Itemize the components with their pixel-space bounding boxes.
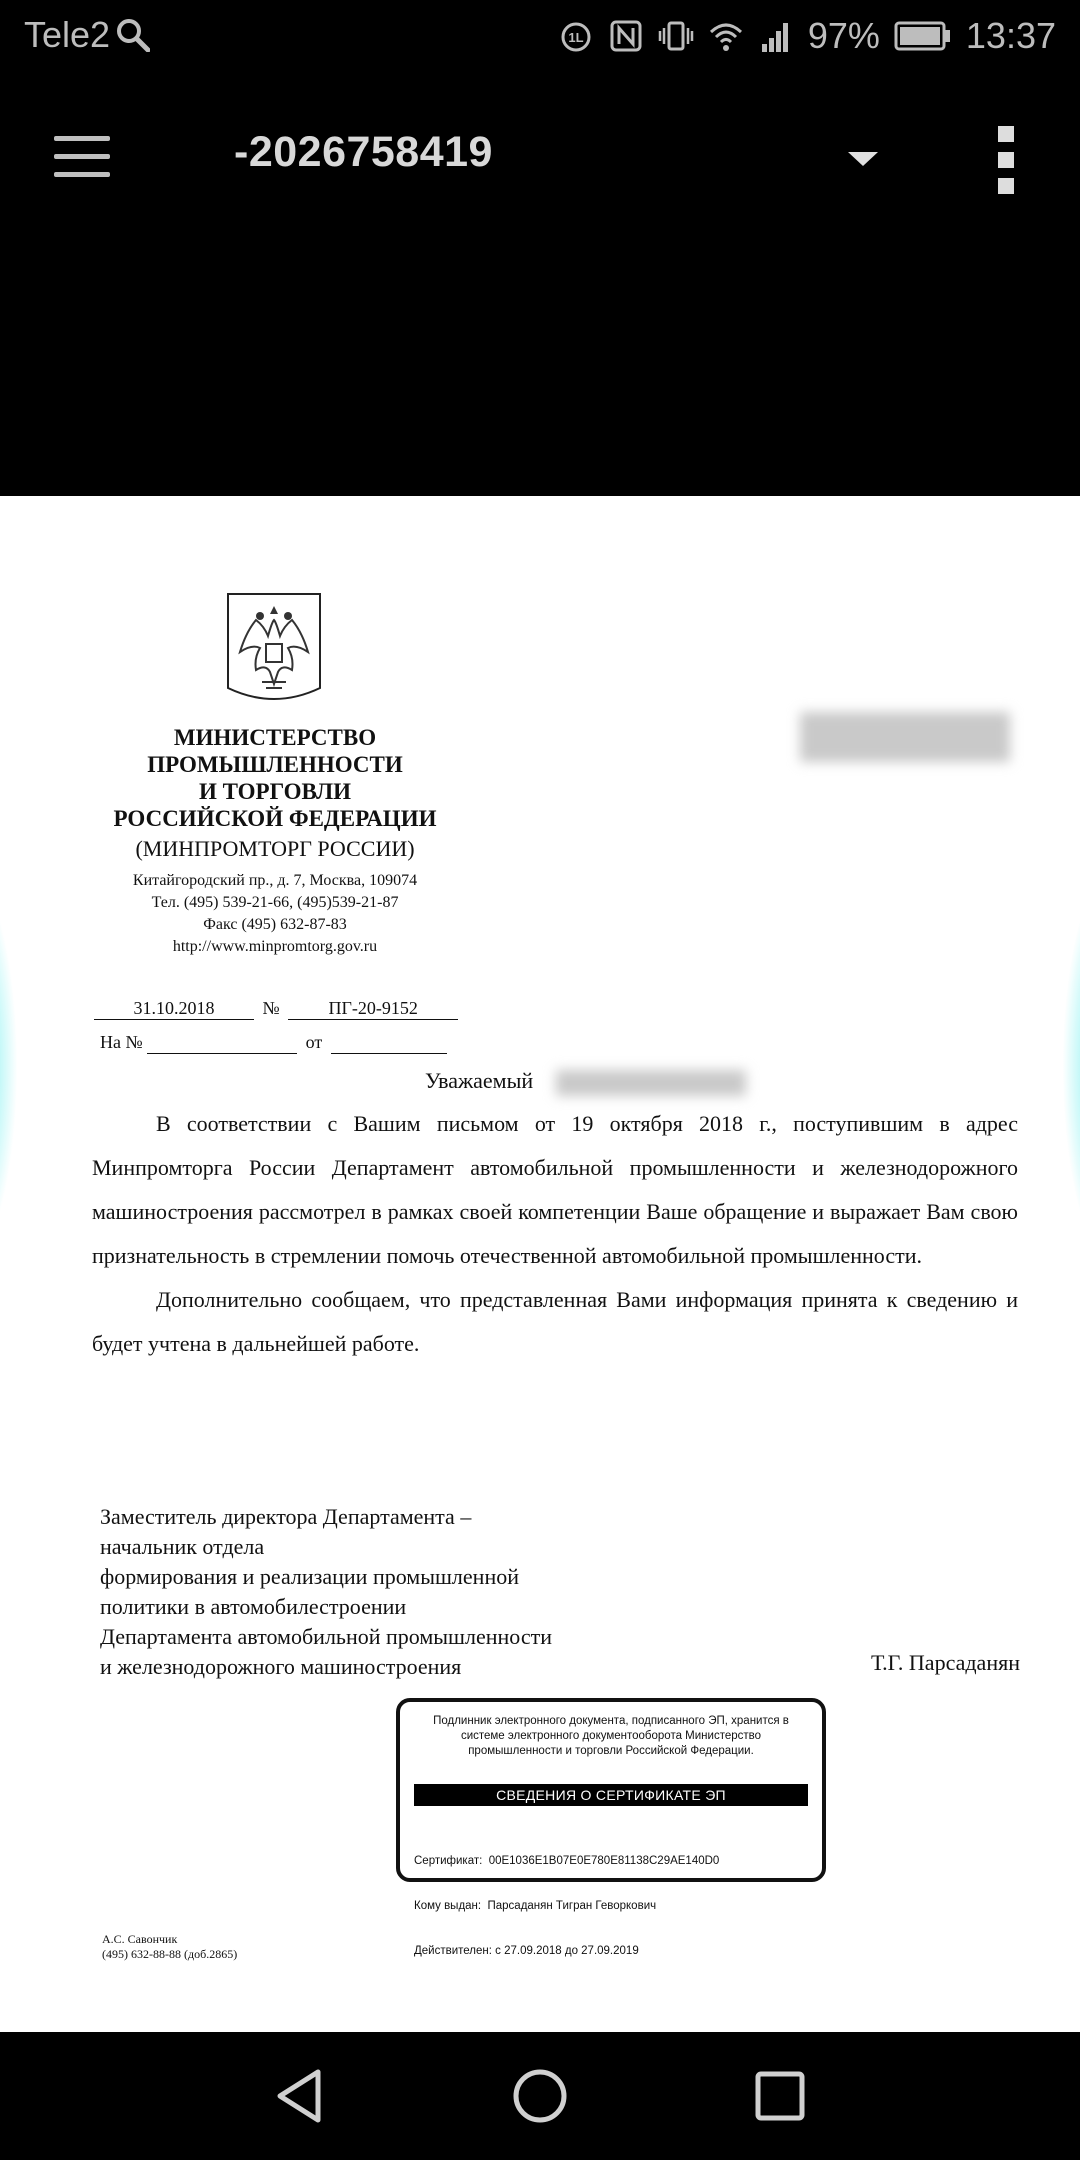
certificate-id: Сертификат: 00E1036E1B07E0E780E81138C29AE140D0 <box>414 1855 720 1867</box>
navigation-bar <box>0 2032 1080 2160</box>
paragraph-2: Дополнительно сообщаем, что представленная Вами информация принята к сведению и будет учтена в дальнейшей работе. <box>92 1287 1018 1356</box>
letter-date: 31.10.2018 <box>94 998 254 1020</box>
signal-icon <box>758 18 794 54</box>
clock: 13:37 <box>965 15 1056 56</box>
document-title: -2026758419 <box>234 128 493 176</box>
executor-name: А.С. Савончик <box>102 1932 178 1946</box>
status-icons <box>558 12 1056 60</box>
executor-info <box>102 1932 237 1962</box>
alarm-icon <box>558 18 594 54</box>
reference-date-blank <box>331 1032 447 1054</box>
recents-icon[interactable] <box>744 2060 816 2132</box>
overflow-icon[interactable] <box>990 122 1028 198</box>
salutation: Уважаемый <box>425 1068 534 1093</box>
website: http://www.minpromtorg.gov.ru <box>172 938 378 955</box>
certificate-owner: Кому выдан: Парсаданян Тигран Геворкович <box>414 1900 657 1912</box>
signer-title: Заместитель директора Департамента – начальник отдела формирования и реализации промышленной политики в автомобилестроении Департамента автомобильной промышленности и железнодорожного машиностроения <box>100 1504 552 1679</box>
scroll-edge-glow-left <box>0 856 18 1276</box>
phones: Тел. (495) 539-21-66, (495)539-21-87 <box>151 894 399 911</box>
scroll-edge-glow-right <box>1062 856 1080 1276</box>
letter-number: ПГ-20-9152 <box>288 998 458 1020</box>
vibrate-icon <box>658 18 694 54</box>
menu-icon[interactable] <box>50 132 120 184</box>
certificate-validity: Действителен: с 27.09.2018 до 27.09.2019 <box>414 1945 639 1957</box>
reference-from-label: от <box>305 1032 323 1052</box>
reference-label: На № <box>100 1032 143 1052</box>
document-page[interactable] <box>0 496 1080 2032</box>
battery-icon <box>894 21 952 51</box>
stamp-header: Подлинник электронного документа, подписанного ЭП, хранится в системе электронного документооборота Министерство промышленности и торговли Российской Федерации. <box>433 1715 789 1757</box>
paragraph-1: В соответствии с Вашим письмом от 19 октября 2018 г., поступившим в адрес Минпромторга России Департамент автомобильной промышленности и железнодорожного машиностроения рассмотрел в рамках своей компетенции Ваше обращение и выражает Вам свою признательность в стремлении помочь отечественной автомобильной промышленности. <box>92 1111 1018 1268</box>
app-toolbar <box>0 72 1080 496</box>
fax: Факс (495) 632-87-83 <box>203 916 347 933</box>
stamp-certificate-bar: СВЕДЕНИЯ О СЕРТИФИКАТЕ ЭП <box>414 1784 808 1806</box>
executor-phone: (495) 632-88-88 (доб.2865) <box>102 1947 238 1961</box>
dropdown-icon[interactable] <box>838 144 888 174</box>
stamp-details <box>414 1824 719 1989</box>
battery-percent: 97% <box>807 15 880 56</box>
redacted-addressee-name <box>556 1070 746 1096</box>
reference-line <box>100 1032 447 1054</box>
electronic-signature-stamp <box>396 1698 826 1957</box>
redacted-recipient <box>800 712 1010 762</box>
coat-of-arms-emblem <box>226 592 322 706</box>
back-icon[interactable] <box>264 2060 336 2132</box>
ministry-name: МИНИСТЕРСТВО ПРОМЫШЛЕННОСТИ И ТОРГОВЛИ РОССИЙСКОЙ ФЕДЕРАЦИИ <box>113 725 437 831</box>
letter-body <box>92 1102 1018 1366</box>
search-icon <box>116 18 150 52</box>
wifi-icon <box>708 18 744 54</box>
number-sign: № <box>262 998 280 1018</box>
nfc-icon <box>608 18 644 54</box>
ministry-short-name: (МИНПРОМТОРГ РОССИИ) <box>135 836 415 861</box>
status-bar <box>0 0 1080 72</box>
signer-name: Т.Г. Парсаданян <box>870 1650 1020 1675</box>
home-icon[interactable] <box>504 2060 576 2132</box>
registration-line <box>94 998 458 1020</box>
svg-text:1L: 1L <box>568 30 584 45</box>
address: Китайгородский пр., д. 7, Москва, 109074 <box>132 872 418 889</box>
ministry-contacts <box>90 870 460 958</box>
carrier-name: Tele2 <box>24 14 111 55</box>
reference-number-blank <box>147 1032 297 1054</box>
